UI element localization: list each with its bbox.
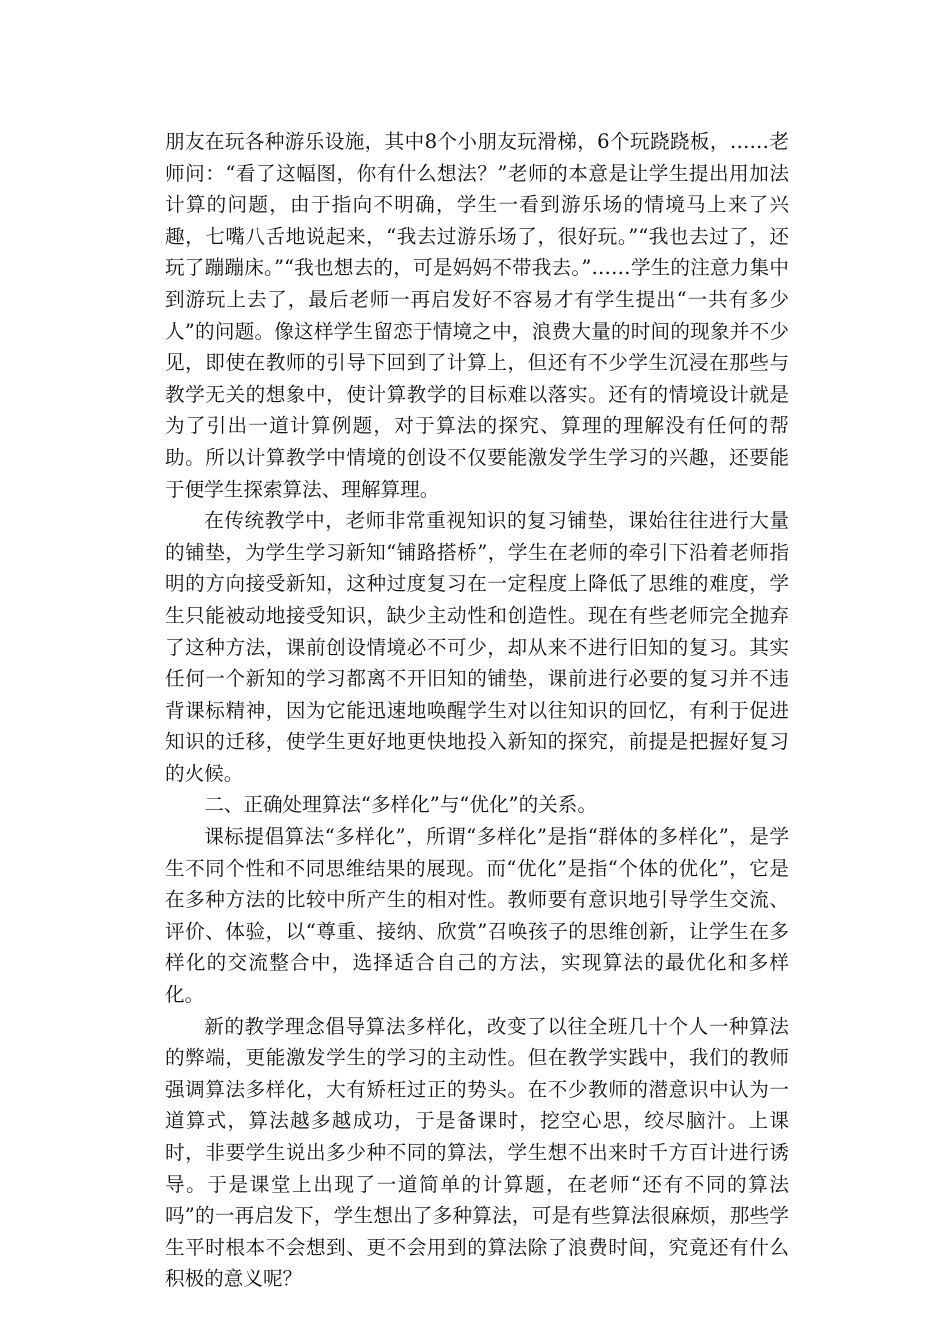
document-page bbox=[165, 126, 789, 1295]
paragraph-practice: 新的教学理念倡导算法多样化，改变了以往全班几十个人一种算法的弊端，更能激发学生的学习的主动性。但在教学实践中，我们的教师强调算法多样化，大有矫枉过正的势头。在不少教师的潜意识中认为一道算式，算法越多越成功，于是备课时，挖空心思，绞尽脑汁。上课时，非要学生说出多少种不同的算法，学生想不出来时千方百计进行诱导。于是课堂上出现了一道简单的计算题，在老师“还有不同的算法吗”的一再启发下，学生想出了多种算法，可是有些算法很麻烦，那些学生平时根本不会想到、更不会用到的算法除了浪费时间，究竟还有什么积极的意义呢？ bbox=[165, 1014, 789, 1291]
paragraph-continuation: 朋友在玩各种游乐设施，其中8个小朋友玩滑梯，6个玩跷跷板，……老师问：“看了这幅图，你有什么想法？”老师的本意是让学生提出用加法计算的问题，由于指向不明确，学生一看到游乐场的情境马上来了兴趣，七嘴八舌地说起来，“我去过游乐场了，很好玩。”“我也去过了，还玩了蹦蹦床。”“我也想去的，可是妈妈不带我去。”……学生的注意力集中到游玩上去了，最后老师一再启发好不容易才有学生提出“一共有多少人”的问题。像这样学生留恋于情境之中，浪费大量的时间的现象并不少见，即使在教师的引导下回到了计算上，但还有不少学生沉浸在那些与教学无关的想象中，使计算教学的目标难以落实。还有的情境设计就是为了引出一道计算例题，对于算法的探究、算理的理解没有任何的帮助。所以计算教学中情境的创设不仅要能激发学生学习的兴趣，还要能于便学生探索算法、理解算理。 bbox=[165, 130, 789, 501]
paragraph-diversification: 课标提倡算法“多样化”，所谓“多样化”是指“群体的多样化”，是学生不同个性和不同思维结果的展现。而“优化”是指“个体的优化”，它是在多种方法的比较中所产生的相对性。教师要有意识地引导学生交流、评价、体验，以“尊重、接纳、欣赏”召唤孩子的思维创新，让学生在多样化的交流整合中，选择适合自己的方法，实现算法的最优化和多样化。 bbox=[165, 825, 789, 1007]
paragraph-review: 在传统教学中，老师非常重视知识的复习铺垫，课始往往进行大量的铺垫，为学生学习新知“铺路搭桥”，学生在老师的牵引下沿着老师指明的方向接受新知，这种过度复习在一定程度上降低了思维的难度，学生只能被动地接受知识，缺少主动性和创造性。现在有些老师完全抛弃了这种方法，课前创设情境必不可少，却从来不进行旧知的复习。其实任何一个新知的学习都离不开旧知的铺垫，课前进行必要的复习并不违背课标精神，因为它能迅速地唤醒学生对以往知识的回忆，有利于促进知识的迁移，使学生更好地更快地投入新知的探究，前提是把握好复习的火候。 bbox=[165, 509, 789, 785]
section-heading: 二、正确处理算法“多样化”与“优化”的关系。 bbox=[204, 793, 597, 817]
